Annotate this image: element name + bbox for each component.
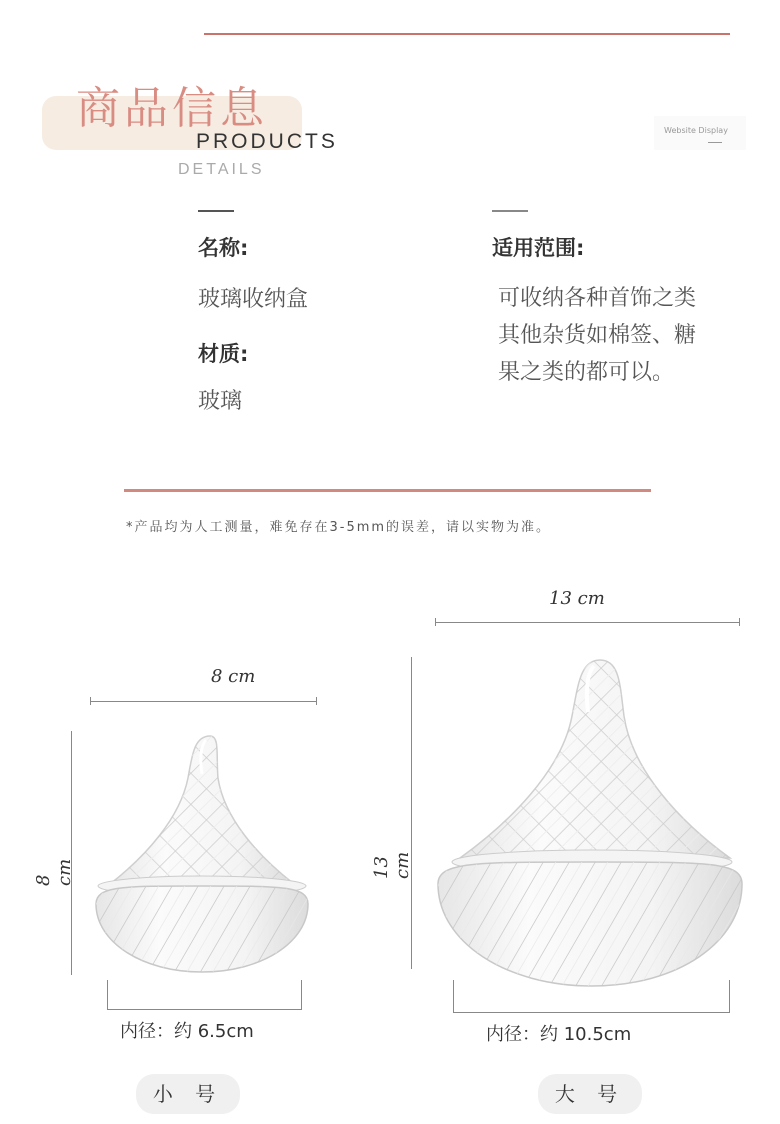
scope-line: 可收纳各种首饰之类 (498, 286, 697, 311)
small-inner-tick-right (301, 980, 302, 1010)
small-glass-jar-image (82, 726, 322, 982)
large-height-line (411, 657, 412, 969)
details-heading: DETAILS (178, 161, 265, 178)
name-value: 玻璃收纳盒 (198, 287, 309, 312)
name-label: 名称: (198, 236, 249, 260)
name-dash (198, 210, 234, 212)
website-display-underline (708, 142, 722, 143)
material-value: 玻璃 (198, 389, 243, 414)
small-width-tick-right (316, 697, 317, 705)
top-divider-line (204, 33, 730, 35)
large-inner-tick-right (729, 980, 730, 1013)
large-width-tick-left (435, 618, 436, 626)
scope-dash (492, 210, 528, 212)
scope-label: 适用范围: (492, 236, 585, 260)
large-height-label: 13 cm (371, 851, 413, 879)
small-inner-line (107, 1009, 301, 1010)
page-title: 商品信息 (76, 83, 268, 134)
middle-divider-line (124, 489, 651, 492)
large-inner-line (453, 1012, 729, 1013)
small-width-label: 8 cm (211, 666, 256, 687)
products-heading: PRODUCTS (196, 130, 338, 153)
small-width-line (90, 701, 316, 702)
large-glass-jar-image (430, 652, 746, 1002)
small-height-label: 8 cm (33, 858, 75, 886)
large-inner-tick-left (453, 980, 454, 1013)
measurement-note: *产品均为人工测量，难免存在3-5mm的误差，请以实物为准。 (126, 520, 552, 535)
size-small-button[interactable]: 小 号 (136, 1074, 240, 1114)
material-label: 材质: (198, 342, 249, 366)
large-width-line (435, 622, 739, 623)
scope-text (498, 280, 738, 391)
size-large-button[interactable]: 大 号 (538, 1074, 642, 1114)
large-width-label: 13 cm (549, 588, 605, 609)
small-width-tick-left (90, 697, 91, 705)
large-inner-diameter: 内径：约 10.5cm (486, 1024, 632, 1045)
small-inner-diameter: 内径：约 6.5cm (120, 1021, 254, 1042)
large-width-tick-right (739, 618, 740, 626)
scope-line: 其他杂货如棉签、糖 (498, 323, 697, 348)
website-display-text: Website Display (664, 126, 728, 135)
scope-line: 果之类的都可以。 (498, 360, 675, 385)
small-inner-tick-left (107, 980, 108, 1010)
